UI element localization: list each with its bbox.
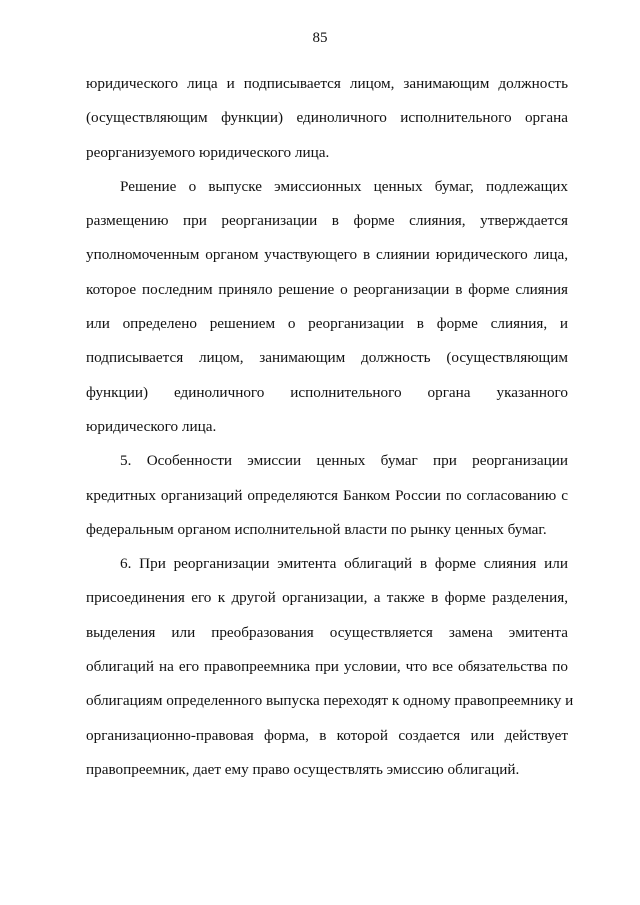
- text-line: 6. При реорганизации эмитента облигаций в форме слияния или: [120, 555, 568, 573]
- text-line: подписывается лицом, занимающим должность (осуществляющим: [86, 349, 568, 367]
- text-line: (осуществляющим функции) единоличного исполнительного органа: [86, 109, 568, 127]
- text-line: облигациям определенного выпуска переходят к одному правопреемнику и: [86, 692, 574, 710]
- paragraph-continuation: [86, 74, 568, 177]
- text-line: уполномоченным органом участвующего в слиянии юридического лица,: [86, 246, 568, 264]
- text-line: правопреемник, дает ему право осуществлять эмиссию облигаций.: [86, 760, 520, 778]
- text-line: облигаций на его правопреемника при условии, что все обязательства по: [86, 658, 568, 676]
- text-line: выделения или преобразования осуществляется замена эмитента: [86, 623, 568, 641]
- body-text: [86, 74, 574, 794]
- text-line: функции) единоличного исполнительного органа указанного: [86, 383, 568, 401]
- text-line: или определено решением о реорганизации в форме слияния, и: [86, 315, 568, 333]
- text-line: организационно-правовая форма, в которой создается или действует: [86, 726, 568, 744]
- text-line: федеральным органом исполнительной власти по рынку ценных бумаг.: [86, 520, 547, 538]
- page-number: 85: [312, 30, 328, 46]
- text-line: кредитных организаций определяются Банком России по согласованию с: [86, 486, 568, 504]
- text-line: юридического лица и подписывается лицом, занимающим должность: [86, 75, 568, 92]
- text-line: размещению при реорганизации в форме слияния, утверждается: [86, 212, 568, 230]
- text-line: юридического лица.: [86, 417, 217, 435]
- paragraph-item-6: [86, 554, 574, 794]
- text-line: Решение о выпуске эмиссионных ценных бумаг, подлежащих: [120, 177, 568, 195]
- text-line: 5. Особенности эмиссии ценных бумаг при реорганизации: [120, 452, 568, 470]
- text-line: присоединения его к другой организации, а также в форме разделения,: [86, 589, 568, 607]
- paragraph-merger-decision: [86, 177, 568, 451]
- text-line: реорганизуемого юридического лица.: [86, 143, 330, 161]
- text-line: которое последним приняло решение о реорганизации в форме слияния: [86, 280, 568, 298]
- paragraph-item-5: [86, 451, 568, 554]
